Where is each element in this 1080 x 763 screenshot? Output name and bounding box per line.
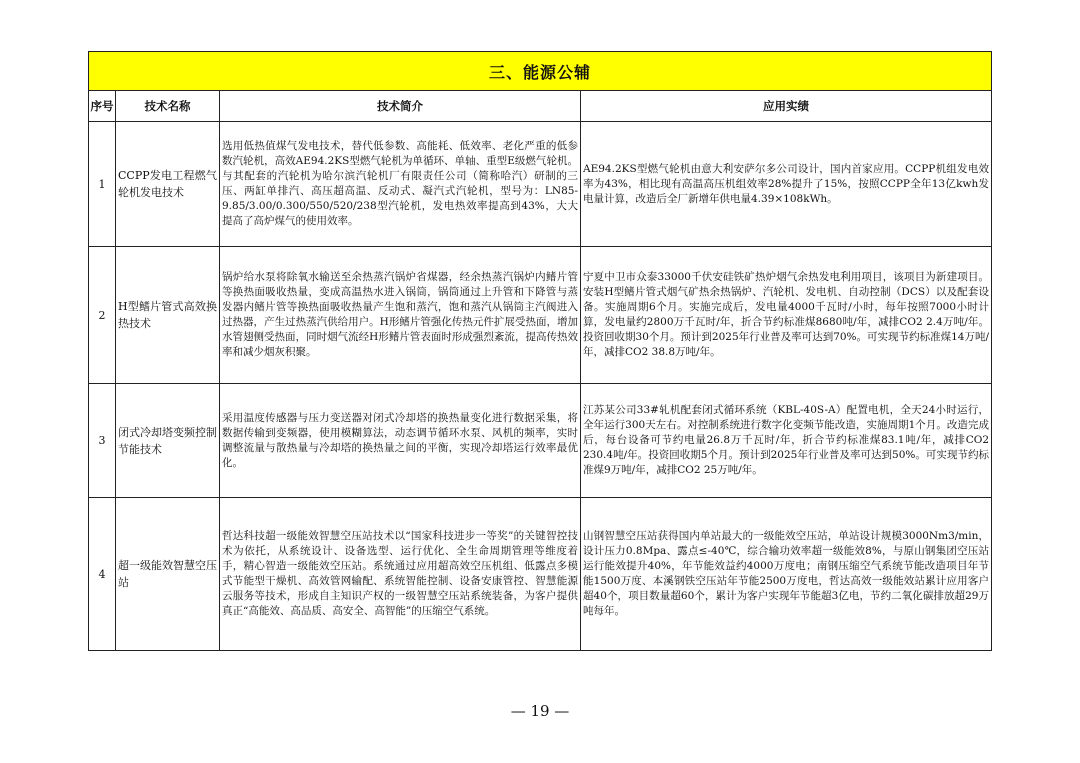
table-header-row	[89, 91, 992, 122]
technology-table	[88, 51, 992, 651]
row-number: 3	[89, 384, 116, 498]
technology-name: H型鳍片管式高效换热技术	[116, 247, 220, 384]
technology-intro: 锅炉给水泵将除氧水输送至余热蒸汽锅炉省煤器，经余热蒸汽锅炉内鳍片管等换热面吸收热量，变成高温热水进入锅筒，锅筒通过上升管和下降管与蒸发器内鳍片管等换热面吸收热量产生饱和蒸汽，饱和蒸汽从锅筒主汽阀进入过热器，产生过热蒸汽供给用户。H形鳍片管强化传热元件扩展受热面，增加水管翅侧受热面，同时烟气流经H形鳍片管表面时形成强烈紊流，提高传热效率和减少烟灰积聚。	[220, 247, 581, 384]
page-number: — 19 —	[510, 702, 570, 720]
application-record: AE94.2KS型燃气轮机由意大利安萨尔多公司设计，国内首家应用。CCPP机组发电效率为43%，相比现有高温高压机组效率28%提升了15%，按照CCPP全年13亿kwh发电量计算，改造后全厂新增年供电量4.39×108kWh。	[581, 122, 992, 247]
table-row	[89, 498, 992, 651]
application-record: 山钢智慧空压站获得国内单站最大的一级能效空压站，单站设计规模3000Nm3/min，设计压力0.8Mpa、露点≤-40℃，综合输功效率超一级能效8%，与原山钢集团空压站运行能效提升40%，年节能效益约4000万度电；南钢压缩空气系统节能改造项目年节能1500万度、本溪钢铁空压站年节能2500万度电，哲达高效一级能效站累计应用客户超40个，项目数量超60个，累计为客户实现年节能超3亿电，节约二氧化碳排放超29万吨每年。	[581, 498, 992, 651]
header-intro: 技术简介	[220, 91, 581, 122]
row-number: 2	[89, 247, 116, 384]
technology-intro: 选用低热值煤气发电技术，替代低参数、高能耗、低效率、老化严重的低参数汽轮机，高效AE94.2KS型燃气轮机为单循环、单轴、重型E级燃气轮机。与其配套的汽轮机为哈尔滨汽轮机厂有限责任公司（简称哈汽）研制的三压、两缸单排汽、高压超高温、反动式、凝汽式汽轮机，型号为：LN85-9.85/3.00/0.300/550/520/238型汽轮机，发电热效率提高到43%，大大提高了高炉煤气的使用效率。	[220, 122, 581, 247]
application-record: 江苏某公司33#轧机配套闭式循环系统（KBL-40S-A）配置电机，全天24小时运行，全年运行300天左右。对控制系统进行数字化变频节能改造，实施周期1个月。改造完成后，每台设备可节约电量26.8万千瓦时/年，折合节约标准煤83.1吨/年，减排CO2 230.4吨/年。投资回收期5个月。预计到2025年行业普及率可达到50%。可实现节约标准煤9万吨/年，减排CO2 25万吨/年。	[581, 384, 992, 498]
table-row	[89, 122, 992, 247]
application-record: 宁夏中卫市众泰33000千伏安硅铁矿热炉烟气余热发电利用项目，该项目为新建项目。安装H型鳍片管式烟气矿热余热锅炉、汽轮机、发电机、自动控制（DCS）以及配套设备。实施周期6个月。实施完成后，发电量4000千瓦时/小时，每年按照7000小时计算，发电量约2800万千瓦时/年，折合节约标准煤8680吨/年，减排CO2 2.4万吨/年。投资回收期30个月。预计到2025年行业普及率可达到70%。可实现节约标准煤14万吨/年，减排CO2 38.8万吨/年。	[581, 247, 992, 384]
technology-intro: 采用温度传感器与压力变送器对闭式冷却塔的换热量变化进行数据采集，将数据传输到变频器，使用模糊算法，动态调节循环水泵、风机的频率，实时调整流量与散热量与冷却塔的换热量之间的平衡，实现冷却塔运行效率最优化。	[220, 384, 581, 498]
row-number: 1	[89, 122, 116, 247]
header-application: 应用实绩	[581, 91, 992, 122]
technology-name: CCPP发电工程燃气轮机发电技术	[116, 122, 220, 247]
header-name: 技术名称	[116, 91, 220, 122]
header-seq: 序号	[89, 91, 116, 122]
technology-intro: 哲达科技超一级能效智慧空压站技术以“国家科技进步一等奖”的关键智控技术为依托，从系统设计、设备选型、运行优化、全生命周期管理等维度着手，精心智造一级能效空压站。系统通过应用超高效空压机组、低露点多模式节能型干燥机、高效管网输配、系统智能控制、设备安康管控、智慧能源云服务等技术，形成自主知识产权的一级智慧空压站系统装备，为客户提供真正“高能效、高品质、高安全、高智能”的压缩空气系统。	[220, 498, 581, 651]
row-number: 4	[89, 498, 116, 651]
table-row	[89, 247, 992, 384]
section-title: 三、能源公辅	[89, 52, 992, 91]
technology-name: 超一级能效智慧空压站	[116, 498, 220, 651]
table-row	[89, 384, 992, 498]
technology-name: 闭式冷却塔变频控制节能技术	[116, 384, 220, 498]
